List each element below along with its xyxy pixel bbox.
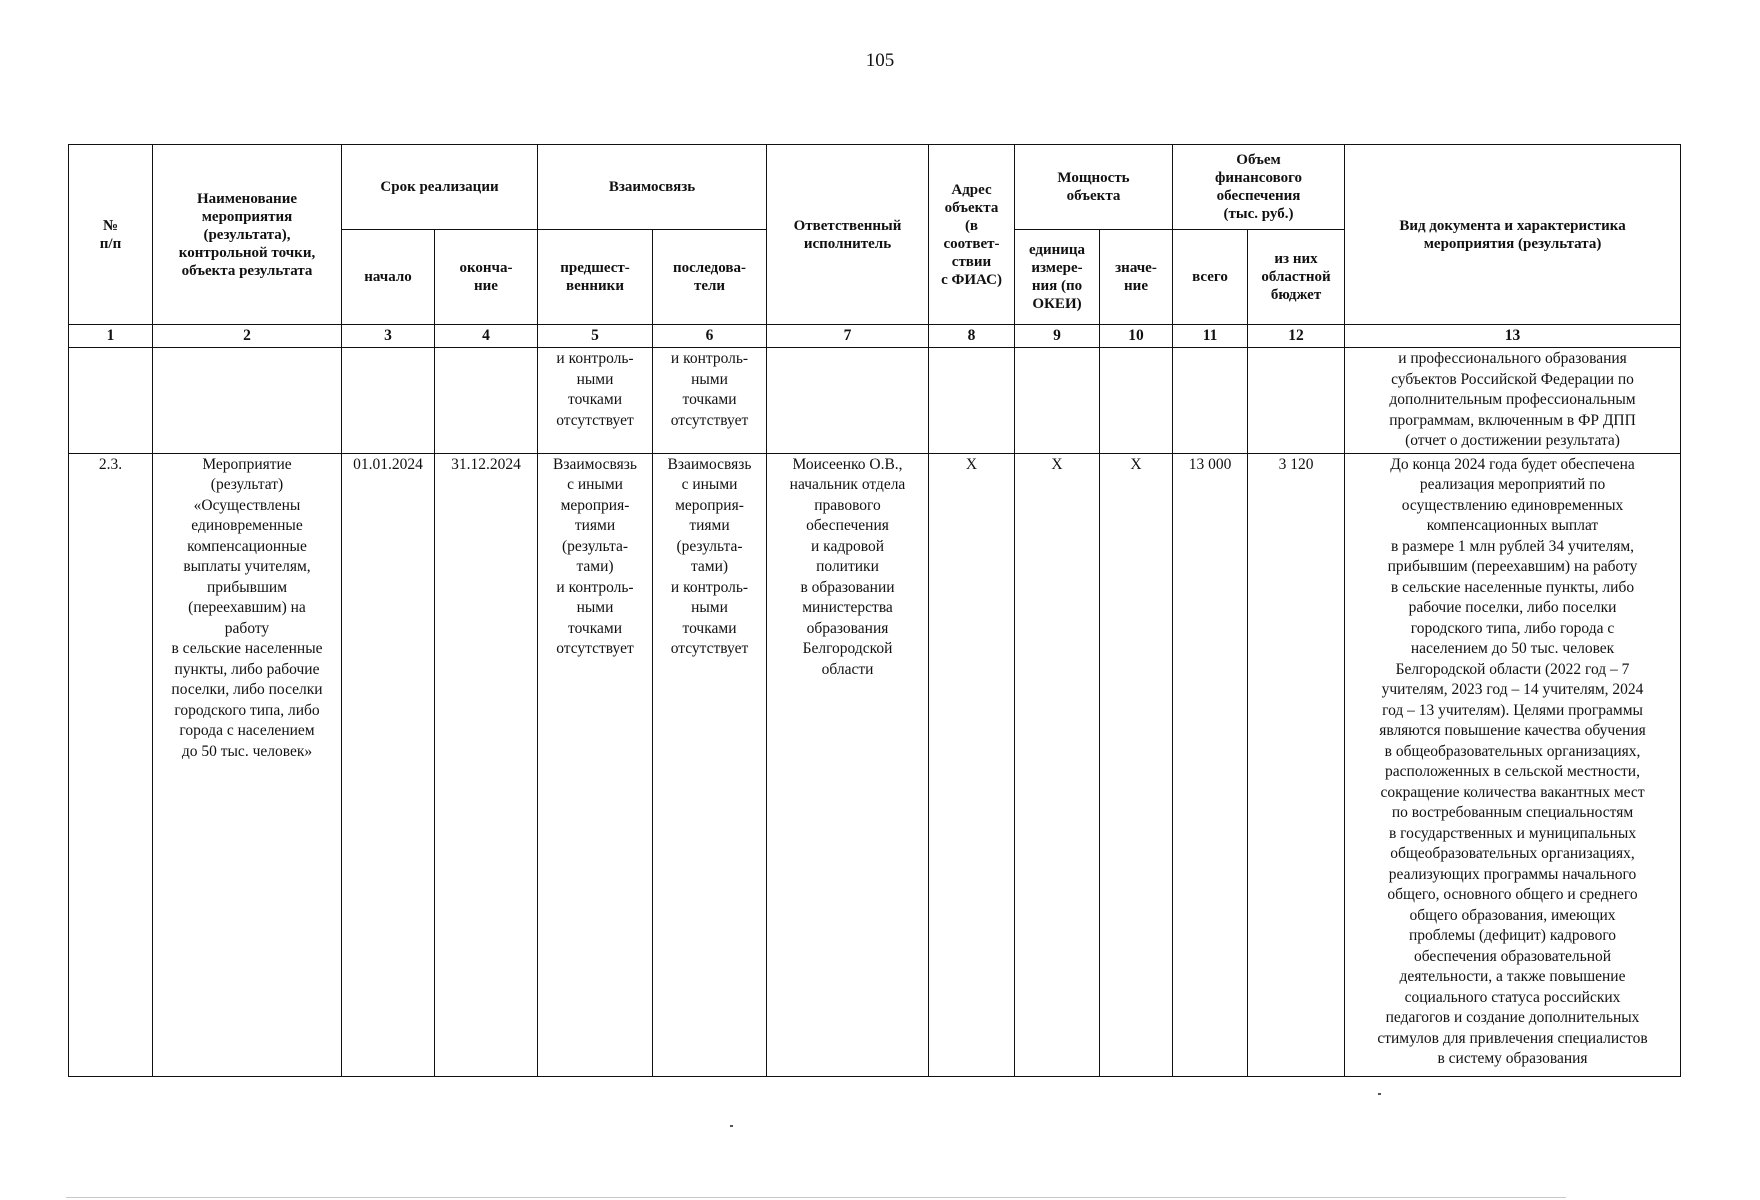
cell-num: [69, 348, 153, 454]
scan-speck: [730, 1125, 733, 1127]
column-number: 5: [538, 325, 653, 348]
header-capacity: Мощность объекта: [1015, 145, 1173, 230]
cell-name: Мероприятие (результат) «Осуществлены единовременные компенсационные выплаты учителям, прибывшим (переехавшим) на работу в сельские населенные пункты, либо рабочие поселки, либо поселки городского типа, либо города с населением до 50 тыс. человек»: [153, 453, 342, 1076]
header-num: № п/п: [69, 145, 153, 325]
cell-succ: и контроль- ными точками отсутствует: [653, 348, 767, 454]
header-relation: Взаимосвязь: [538, 145, 767, 230]
header-finance-total: всего: [1173, 230, 1248, 325]
cell-end: 31.12.2024: [435, 453, 538, 1076]
header-relation-succ: последова- тели: [653, 230, 767, 325]
column-number: 10: [1100, 325, 1173, 348]
cell-pred: Взаимосвязь с иными мероприя- тиями (результа- тами) и контроль- ными точками отсутствует: [538, 453, 653, 1076]
column-number: 9: [1015, 325, 1100, 348]
cell-responsible: [767, 348, 929, 454]
column-number: 6: [653, 325, 767, 348]
header-term-start: начало: [342, 230, 435, 325]
header-capacity-unit: единица измере- ния (по ОКЕИ): [1015, 230, 1100, 325]
cell-doc: и профессионального образования субъектов Российской Федерации по дополнительным профессиональным программам, включенным в ФР ДПП (отчет о достижении результата): [1345, 348, 1681, 454]
page-edge-line: [66, 1197, 1566, 1198]
header-responsible: Ответственный исполнитель: [767, 145, 929, 325]
cell-end: [435, 348, 538, 454]
cell-address: [929, 348, 1015, 454]
column-number-row: [69, 325, 1681, 348]
cell-num: 2.3.: [69, 453, 153, 1076]
column-number: 11: [1173, 325, 1248, 348]
table-row-continuation: [69, 348, 1681, 454]
cell-responsible: Моисеенко О.В., начальник отдела правового обеспечения и кадровой политики в образовании министерства образования Белгородской области: [767, 453, 929, 1076]
scan-speck: [1378, 1093, 1381, 1095]
header-doc: Вид документа и характеристика мероприятия (результата): [1345, 145, 1681, 325]
cell-pred: и контроль- ными точками отсутствует: [538, 348, 653, 454]
header-finance: Объем финансового обеспечения (тыс. руб.): [1173, 145, 1345, 230]
cell-regional: [1248, 348, 1345, 454]
cell-value: [1100, 348, 1173, 454]
header-relation-pred: предшест- венники: [538, 230, 653, 325]
cell-total: [1173, 348, 1248, 454]
cell-value: X: [1100, 453, 1173, 1076]
cell-unit: X: [1015, 453, 1100, 1076]
column-number: 4: [435, 325, 538, 348]
cell-start: 01.01.2024: [342, 453, 435, 1076]
page-number: 105: [865, 50, 895, 71]
column-number: 2: [153, 325, 342, 348]
header-capacity-value: значе- ние: [1100, 230, 1173, 325]
cell-total: 13 000: [1173, 453, 1248, 1076]
column-number: 13: [1345, 325, 1681, 348]
cell-regional: 3 120: [1248, 453, 1345, 1076]
header-term-end: оконча- ние: [435, 230, 538, 325]
cell-address: X: [929, 453, 1015, 1076]
column-number: 7: [767, 325, 929, 348]
header-finance-regional: из них областной бюджет: [1248, 230, 1345, 325]
header-term: Срок реализации: [342, 145, 538, 230]
header-name: Наименование мероприятия (результата), контрольной точки, объекта результата: [153, 145, 342, 325]
column-number: 12: [1248, 325, 1345, 348]
cell-unit: [1015, 348, 1100, 454]
cell-name: [153, 348, 342, 454]
header-address: Адрес объекта (в соответ- ствии с ФИАС): [929, 145, 1015, 325]
column-number: 3: [342, 325, 435, 348]
activity-table: [68, 144, 1681, 1077]
cell-doc: До конца 2024 года будет обеспечена реализация мероприятий по осуществлению единовременных компенсационных выплат в размере 1 млн рублей 34 учителям, прибывшим (переехавшим) на работу в сельские населенные пункты, либо рабочие поселки, либо поселки городского типа, либо города с населением до 50 тыс. человек Белгородской области (2022 год – 7 учителям, 2023 год – 14 учителям, 2024 год – 13 учителям). Целями программы являются повышение качества обучения в общеобразовательных организациях, расположенных в сельской местности, сокращение количества вакантных мест по востребованным специальностям в государственных и муниципальных общеобразовательных организациях, реализующих программы начального общего, основного общего и среднего общего образования, имеющих проблемы (дефицит) кадрового обеспечения образовательной деятельности, а также повышение социального статуса российских педагогов и создание дополнительных стимулов для привлечения специалистов в систему образования: [1345, 453, 1681, 1076]
column-number: 8: [929, 325, 1015, 348]
cell-succ: Взаимосвязь с иными мероприя- тиями (результа- тами) и контроль- ными точками отсутствует: [653, 453, 767, 1076]
cell-start: [342, 348, 435, 454]
column-number: 1: [69, 325, 153, 348]
table-row-2-3: [69, 453, 1681, 1076]
